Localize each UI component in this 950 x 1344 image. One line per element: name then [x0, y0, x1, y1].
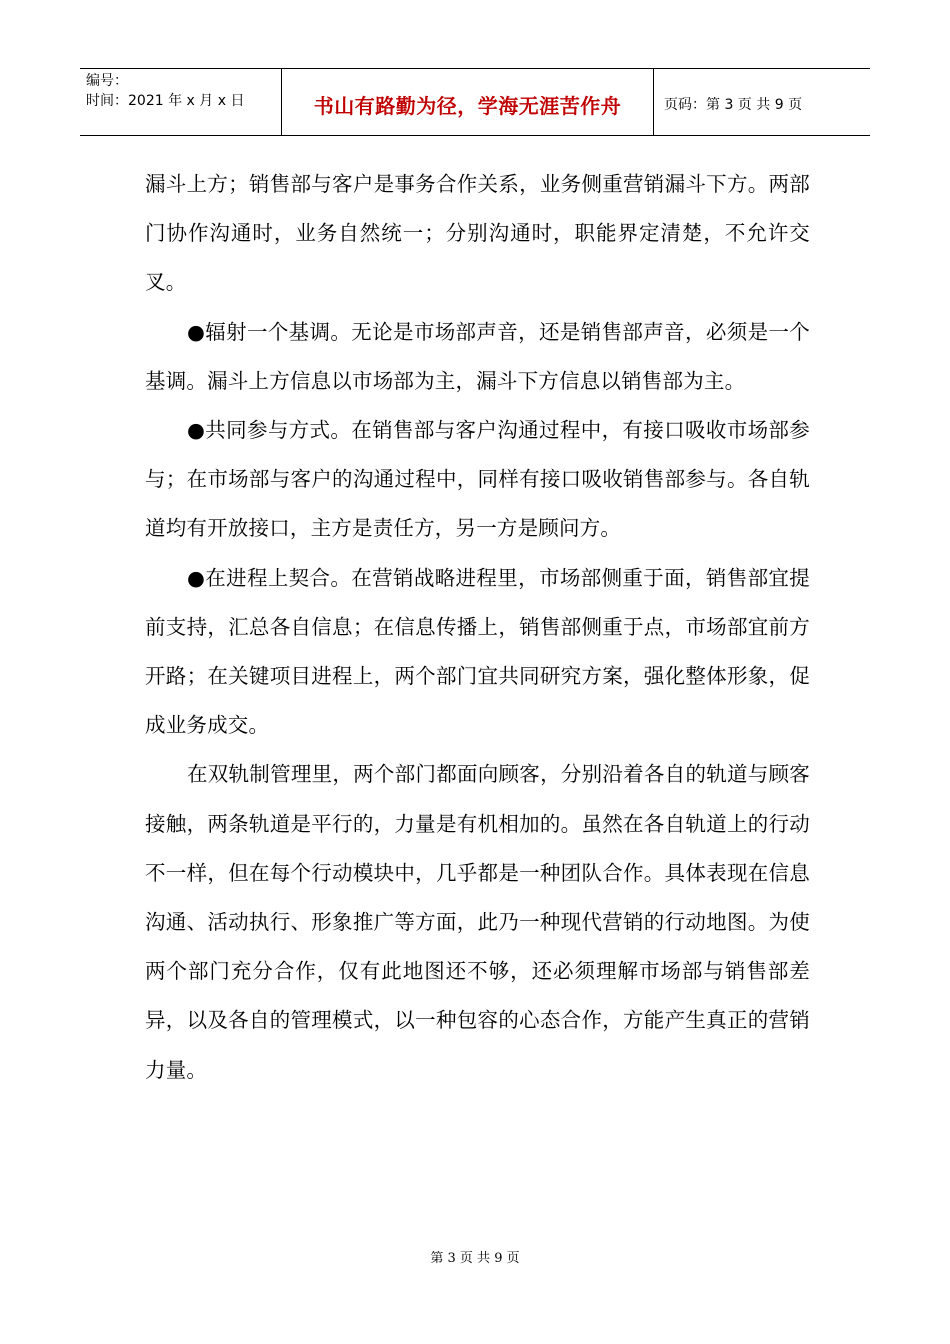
- body-paragraph: ●在进程上契合。在营销战略进程里，市场部侧重于面，销售部宜提前支持，汇总各自信息；在信息传播上，销售部侧重于点，市场部宜前方开路；在关键项目进程上，两个部门宜共同研究方案，强化整体形象，促成业务成交。: [145, 565, 810, 738]
- body-paragraph: ●共同参与方式。在销售部与客户沟通过程中，有接口吸收市场部参与；在市场部与客户的沟通过程中，同样有接口吸收销售部参与。各自轨道均有开放接口，主方是责任方，另一方是顾问方。: [145, 418, 810, 541]
- header-meta-cell: [80, 69, 282, 135]
- body-paragraph: 漏斗上方；销售部与客户是事务合作关系，业务侧重营销漏斗下方。两部门协作沟通时，业务自然统一；分别沟通时，职能界定清楚，不允许交叉。: [145, 172, 810, 295]
- page-header: [80, 68, 870, 136]
- header-motto: 书山有路勤为径，学海无涯苦作舟: [313, 93, 622, 118]
- header-page-cell: [654, 69, 870, 135]
- document-date-label: 时间：2021 年 x 月 x 日: [86, 93, 245, 109]
- body-paragraph: 在双轨制管理里，两个部门都面向顾客，分别沿着各自的轨道与顾客接触，两条轨道是平行的，力量是有机相加的。虽然在各自轨道上的行动不一样，但在每个行动模块中，几乎都是一种团队合作。具体表现在信息沟通、活动执行、形象推广等方面，此乃一种现代营销的行动地图。为使两个部门充分合作，仅有此地图还不够，还必须理解市场部与销售部差异，以及各自的管理模式，以一种包容的心态合作，方能产生真正的营销力量。: [145, 762, 810, 1082]
- page-footer: [0, 1247, 950, 1266]
- header-motto-cell: [282, 69, 654, 135]
- header-page-info: 页码：第 3 页 共 9 页: [664, 97, 803, 113]
- document-body: [145, 160, 810, 1095]
- footer-page-number: 第 3 页 共 9 页: [430, 1251, 520, 1266]
- body-paragraph: ●辐射一个基调。无论是市场部声音，还是销售部声音，必须是一个基调。漏斗上方信息以市场部为主，漏斗下方信息以销售部为主。: [145, 319, 810, 393]
- document-number-label: 编号：: [86, 73, 128, 89]
